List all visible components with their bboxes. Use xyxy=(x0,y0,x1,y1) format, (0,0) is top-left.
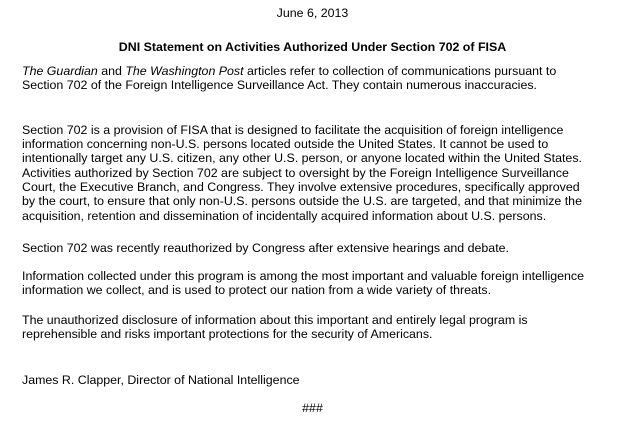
paragraph-line xyxy=(22,123,563,138)
publication-name: The Washington Post xyxy=(125,64,244,78)
paragraph-text: Section 702 of the Foreign Intelligence Surveillance Act. They contain numerous inaccuracies. xyxy=(22,78,537,93)
paragraph-line xyxy=(22,151,582,166)
paragraph-text: reprehensible and risks important protections for the security of Americans. xyxy=(22,327,433,342)
paragraph-text: The unauthorized disclosure of information about this important and entirely legal program is xyxy=(22,313,528,327)
paragraph-text: Section 702 is a provision of FISA that is designed to facilitate the acquisition of foreign intelligence xyxy=(22,123,564,137)
paragraph-line xyxy=(22,283,491,298)
paragraph-line xyxy=(22,313,528,328)
paragraph-text: acquisition, retention and dissemination of incidentally acquired information about U.S. persons. xyxy=(22,208,547,223)
document-title: DNI Statement on Activities Authorized Under Section 702 of FISA xyxy=(118,40,507,54)
paragraph-line xyxy=(22,209,546,224)
paragraph-line xyxy=(22,180,580,195)
paragraph-line xyxy=(22,137,548,152)
paragraph-text: articles refer to collection of communications pursuant to xyxy=(243,64,557,78)
paragraph-text: by the court, to ensure that only non-U.S. persons outside the U.S. are targeted, and that minimize the xyxy=(22,194,582,209)
end-mark: ### xyxy=(302,401,323,415)
document-date: June 6, 2013 xyxy=(276,6,349,20)
paragraph-text: information we collect, and is used to protect our nation from a wide variety of threats. xyxy=(22,283,492,298)
paragraph-line xyxy=(22,78,537,93)
paragraph-text: Court, the Executive Branch, and Congress. They involve extensive procedures, specifically approved xyxy=(22,180,580,195)
signature: James R. Clapper, Director of National Intelligence xyxy=(22,373,300,387)
paragraph-line xyxy=(22,269,584,284)
paragraph-line xyxy=(22,194,582,209)
paragraph-line xyxy=(22,327,432,342)
paragraph-text: intentionally target any U.S. citizen, any other U.S. person, or anyone located within the United States. xyxy=(22,151,582,166)
paragraph-text: Information collected under this program is among the most important and valuable foreign intelligence xyxy=(22,269,585,283)
paragraph-text: Activities authorized by Section 702 are subject to oversight by the Foreign Intelligence Surveillance xyxy=(22,166,569,180)
paragraph-line xyxy=(22,241,509,256)
paragraph-line xyxy=(22,64,556,79)
paragraph-text: Section 702 was recently reauthorized by Congress after extensive hearings and debate. xyxy=(22,241,509,255)
paragraph-text: and xyxy=(97,64,126,78)
publication-name: The Guardian xyxy=(22,64,98,78)
paragraph-text: information concerning non-U.S. persons located outside the United States. It cannot be used to xyxy=(22,137,549,152)
paragraph-line xyxy=(22,166,569,181)
